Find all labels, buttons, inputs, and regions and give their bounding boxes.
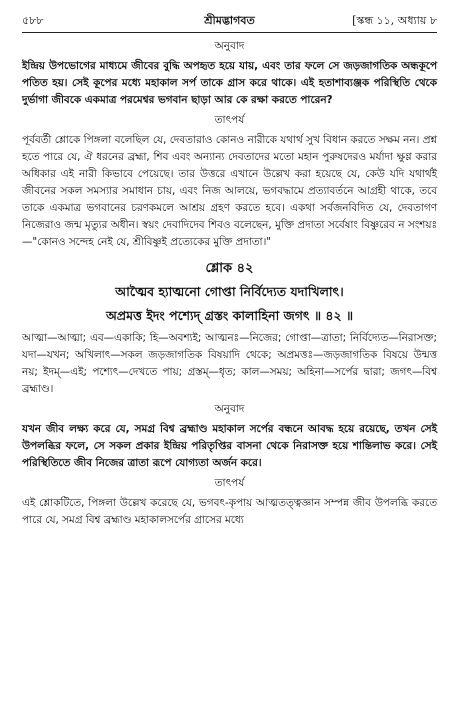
purport-text: পূর্ববর্তী শ্লোকে পিঙ্গলা বলেছিল যে, দেবতারাও কোনও নারীকে যথার্থ সুখ বিধান করতে সক্ষম নন। প্রশ্ন হতে পারে যে, ঐ ধরনের ব্রহ্মা, শিব এবং অন্যান্য দেবতাদের মতো মহান পুরুষদেরও মর্যাদা ক্ষুণ্ণ করার অধিকার এই নারী কিভাবে পেয়েছে। তার উত্তরে এখানে উল্লেখ করা হয়েছে যে, কেউ যদি যথার্থই জীবনের সকল সমস্যার সমাধান চায়, এবং নিজ আলয়ে, ভগবদ্ধামে প্রত্যাবর্তনে আগ্রহী থাকে, তবে তাকে একমাত্র ভগবানের চরণকমলে আশ্রয় গ্রহণ করতে হবে। একথা সর্বজনবিদিত যে, দেবতাগণ নিজেরাও জন্ম মৃত্যুর অধীন। স্বয়ং দেবাদিদেব শিবও বলেছেন, মুক্তি প্রদাতা সর্বেষাং বিষ্ণুরেব ন সংশয়ঃ—"কোনও সন্দেহ নেই যে, শ্রীবিষ্ণুই প্রত্যেকের মুক্তি প্রদাতা।"	[22, 134, 437, 248]
translation-text: ইন্দ্রিয় উপভোগের মাধ্যমে জীবের বুদ্ধি অপহৃত হয়ে যায়, এবং তার ফলে সে জড়জাগতিক অন্ধকূপে পতিত হয়। সেই কূপের মধ্যে মহাকাল সর্প তাকে গ্রাস করে থাকে। এই হতাশাব্যঞ্জক পরিস্থিতি থেকে দুর্ভাগা জীবকে একমাত্র পরমেশ্বর ভগবান ছাড়া আর কে রক্ষা করতে পারেন?	[22, 60, 437, 106]
word-synonyms: আত্মা—আত্মা; এব—একাকি; হি—অবশ্যই; আত্মনঃ—নিজের; গোপ্তা—ত্রাতা; নির্বিদ্যেত—নিরাসক্ত; যদা—যখন; অখিলাৎ—সকল জড়জাগতিক বিষয়াদি থেকে; অপ্রমত্তঃ—জড়জাগতিক বিষয়ে উন্মত্ত নয়; ইদম্—এই; পশ্যেৎ—দেখতে পায়; গ্রস্তম্—ধৃত; কাল—সময়; অহিনা—সর্পের দ্বারা; জগৎ—বিশ্ব ব্রহ্মাণ্ড।	[22, 332, 437, 395]
translation-heading: অনুবাদ	[214, 40, 245, 52]
purport-text-2: এই শ্লোকটিতে, পিঙ্গলা উল্লেখ করেছে যে, ভগবৎ-কৃপায় আত্মতত্ত্বজ্ঞান সম্পন্ন জীব উপলব্ধি করতে পারে যে, সমগ্র বিশ্ব ব্রহ্মাণ্ড মহাকালসর্পের গ্রাসের মধ্যে	[22, 497, 437, 526]
purport-heading-2: তাৎপর্য	[214, 477, 245, 489]
header-rule	[22, 32, 437, 33]
canto-chapter: [স্কন্ধ ১১, অধ্যায় ৮	[352, 14, 437, 27]
page-number: ৫৮৮	[22, 14, 44, 27]
page-header	[22, 10, 437, 28]
book-page	[22, 10, 437, 531]
verse-heading: শ্লোক ৪২	[205, 261, 254, 276]
book-title: শ্রীমদ্ভাগবত	[204, 14, 255, 27]
verse-line-2: অপ্রমত্ত ইদং পশ্যেদ্ গ্রস্তং কালাহিনা জগৎ ॥ ৪২ ॥	[105, 308, 354, 323]
verse-line-1: আত্মৈব হ্যাত্মনো গোপ্তা নির্বিদ্যেত যদাখিলাৎ।	[115, 284, 344, 299]
translation-heading-2: অনুবাদ	[214, 403, 245, 415]
purport-heading: তাৎপর্য	[214, 114, 245, 126]
translation-text-2: যখন জীব লক্ষ্য করে যে, সমগ্র বিশ্ব ব্রহ্মাণ্ড মহাকাল সর্পের বন্ধনে আবদ্ধ হয়ে রয়েছে, তখন সেই উপলব্ধির ফলে, সে সকল প্রকার ইন্দ্রিয় পরিতৃপ্তির বাসনা থেকে নিরাসক্ত হয়ে শান্তিলাভ করে। সেই পরিস্থিতিতে জীব নিজের ত্রাতা রূপে যোগ্যতা অর্জন করে।	[22, 423, 437, 469]
